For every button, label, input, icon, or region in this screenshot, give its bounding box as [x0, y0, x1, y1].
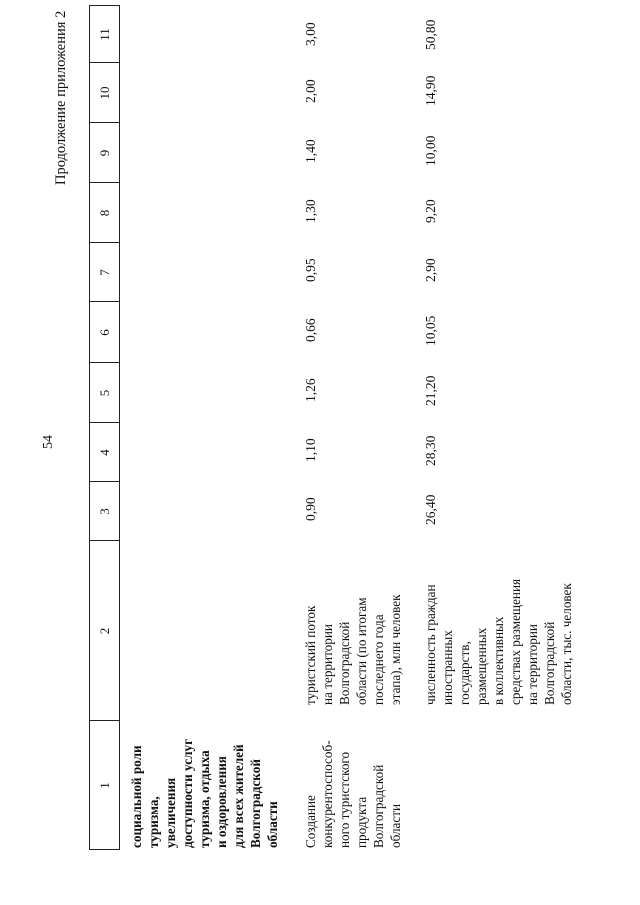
row-2-value-col7: 0,95: [303, 258, 318, 282]
row-2-value-col3: 0,90: [303, 497, 318, 521]
row-2-col1-line: Волгоградской: [371, 764, 386, 848]
row-2-col2-line: на территории: [320, 624, 335, 705]
row-2-col1-line: продукта: [354, 796, 369, 848]
column-number-7: 7: [97, 269, 112, 276]
row-2-col2-line: этапа), млн человек: [388, 594, 403, 705]
column-number-1: 1: [97, 782, 112, 789]
row-1-col1-line: и оздоровления: [214, 756, 229, 848]
row-3-col2-line: области, тыс. человек: [559, 583, 574, 705]
row-1-col1-line: туризма,: [146, 796, 161, 848]
continuation-caption: Продолжение приложения 2: [53, 10, 69, 185]
row-1-col1-line: доступности услуг: [180, 738, 195, 848]
row-3-value-col4: 28,30: [423, 435, 438, 466]
row-3-col2-line: размещенных: [474, 627, 489, 705]
row-3-col2-line: средствах размещения: [508, 578, 523, 705]
column-number-10: 10: [97, 86, 112, 100]
row-3-col2-line: государств,: [457, 641, 472, 705]
row-3-col2-line: Волгоградской: [542, 621, 557, 705]
row-2-value-col10: 2,00: [303, 79, 318, 103]
column-number-6: 6: [97, 329, 112, 336]
table-header-bottom-rule: [119, 5, 120, 850]
page-number: 54: [41, 435, 56, 449]
row-3-col2-line: численность граждан: [423, 584, 438, 705]
row-1-col1-line: социальной роли: [129, 745, 144, 848]
row-2-col1-line: области: [388, 803, 403, 848]
column-number-5: 5: [97, 389, 112, 397]
row-2-col1-line: ного туристского: [337, 751, 352, 848]
row-2-col2-line: области (по итогам: [354, 597, 369, 705]
row-1-col1-line: увеличения: [163, 777, 178, 848]
row-2-value-col9: 1,40: [303, 139, 318, 163]
row-2-value-col8: 1,30: [303, 199, 318, 223]
column-number-3: 3: [97, 508, 112, 515]
row-1-col1-line: для всех жителей: [231, 744, 246, 848]
row-3-value-col8: 9,20: [423, 199, 438, 223]
row-3-value-col6: 10,05: [423, 315, 438, 346]
column-number-8: 8: [97, 209, 112, 217]
column-number-9: 9: [97, 149, 112, 157]
row-3-value-col5: 21,20: [423, 375, 438, 406]
column-number-11: 11: [97, 28, 112, 41]
row-2-col1-line: конкурентоспособ-: [320, 740, 335, 848]
row-3-col2-line: в коллективных: [491, 616, 506, 705]
row-3-col2-line: на территории: [525, 624, 540, 705]
row-3-value-col11: 50,80: [423, 19, 438, 50]
column-number-4: 4: [97, 449, 112, 456]
row-2-value-col11: 3,00: [303, 22, 318, 46]
row-2-col1-line: Создание: [303, 795, 318, 848]
row-3-value-col7: 2,90: [423, 258, 438, 282]
row-3-value-col9: 10,00: [423, 135, 438, 166]
row-2-value-col5: 1,26: [303, 378, 318, 402]
row-2-value-col4: 1,10: [303, 438, 318, 462]
row-1-col1-line: туризма, отдыха: [197, 750, 212, 848]
table-header-top-rule: [89, 5, 90, 850]
row-2-col2-line: туристский поток: [303, 605, 318, 705]
row-3-col2-line: иностранных: [440, 630, 455, 705]
row-1-col1-line: Волгоградской: [248, 759, 263, 848]
row-2-value-col6: 0,66: [303, 318, 318, 342]
row-2-col2-line: Волгоградской: [337, 621, 352, 705]
row-3-value-col10: 14,90: [423, 75, 438, 106]
row-1-col1-line: области: [265, 801, 280, 848]
column-number-2: 2: [97, 627, 112, 635]
row-2-col2-line: последнего года: [371, 614, 386, 705]
row-3-value-col3: 26,40: [423, 494, 438, 525]
